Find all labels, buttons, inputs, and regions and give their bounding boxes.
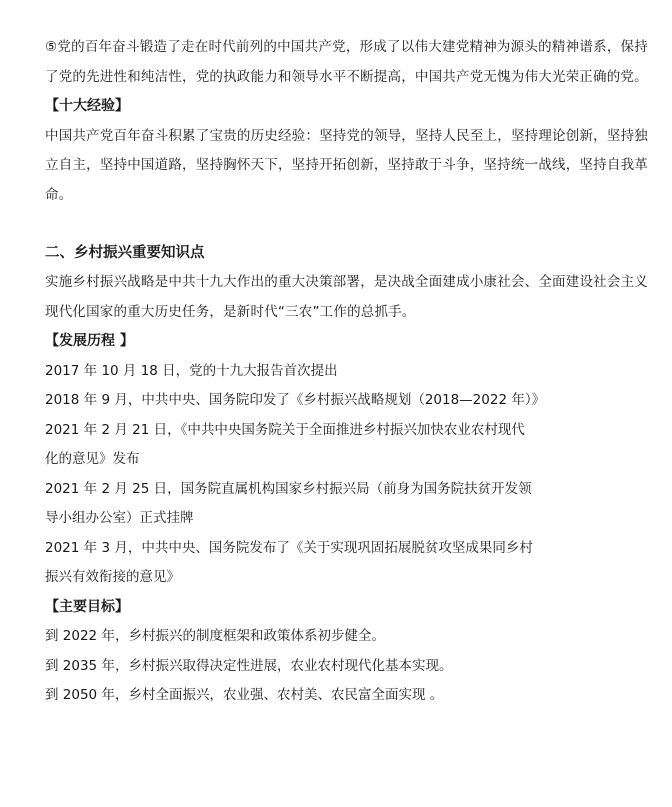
history-line: 2021 年 2 月 21 日，《中共中央国务院关于全面推进乡村振兴加快农业农村现代 xyxy=(45,421,525,438)
history-line: 2018 年 9 月，中共中央、国务院印发了《乡村振兴战略规划（2018—2022 年）》 xyxy=(45,392,546,408)
rural-revitalization-intro: 实施乡村振兴战略是中共十九大作出的重大决策部署，是决战全面建成小康社会、全面建设社会主义现代化国家的重大历史任务，是新时代“三农”工作的总抓手。 xyxy=(45,274,648,320)
rural-revitalization-section-title: 二、乡村振兴重要知识点 xyxy=(45,245,205,261)
history-line: 振兴有效衔接的意见》 xyxy=(45,569,180,585)
history-line: 2021 年 3 月，中共中央、国务院发布了《关于实现巩固拓展脱贫攻坚成果同乡村 xyxy=(45,539,533,556)
goal-line: 到 2050 年，乡村全面振兴，农业强、农村美、农民富全面实现 。 xyxy=(45,687,444,703)
history-line: 2021 年 2 月 25 日，国务院直属机构国家乡村振兴局（前身为国务院扶贫开发领 xyxy=(45,480,532,497)
main-goals-heading: 【主要目标】 xyxy=(45,598,129,615)
goal-line: 到 2035 年，乡村振兴取得决定性进展，农业农村现代化基本实现。 xyxy=(45,657,453,674)
history-heading: 【发展历程 】 xyxy=(45,333,134,349)
history-line: 2017 年 10 月 18 日，党的十九大报告首次提出 xyxy=(45,362,338,379)
goal-line: 到 2022 年，乡村振兴的制度框架和政策体系初步健全。 xyxy=(45,628,385,644)
ten-experiences-heading: 【十大经验】 xyxy=(45,98,129,114)
ten-experiences-text: 中国共产党百年奋斗积累了宝贵的历史经验：坚持党的领导，坚持人民至上，坚持理论创新，坚持独立自主，坚持中国道路，坚持胸怀天下，坚持开拓创新，坚持敢于斗争，坚持统一战线，坚持自我革命。 xyxy=(45,127,648,203)
history-line: 化的意见》发布 xyxy=(45,451,140,467)
history-line: 导小组办公室）正式挂牌 xyxy=(45,510,194,526)
party-point-5: ⑤党的百年奋斗锻造了走在时代前列的中国共产党，形成了以伟大建党精神为源头的精神谱系，保持了党的先进性和纯洁性，党的执政能力和领导水平不断提高，中国共产党无愧为伟大光荣正确的党。 xyxy=(45,39,648,85)
